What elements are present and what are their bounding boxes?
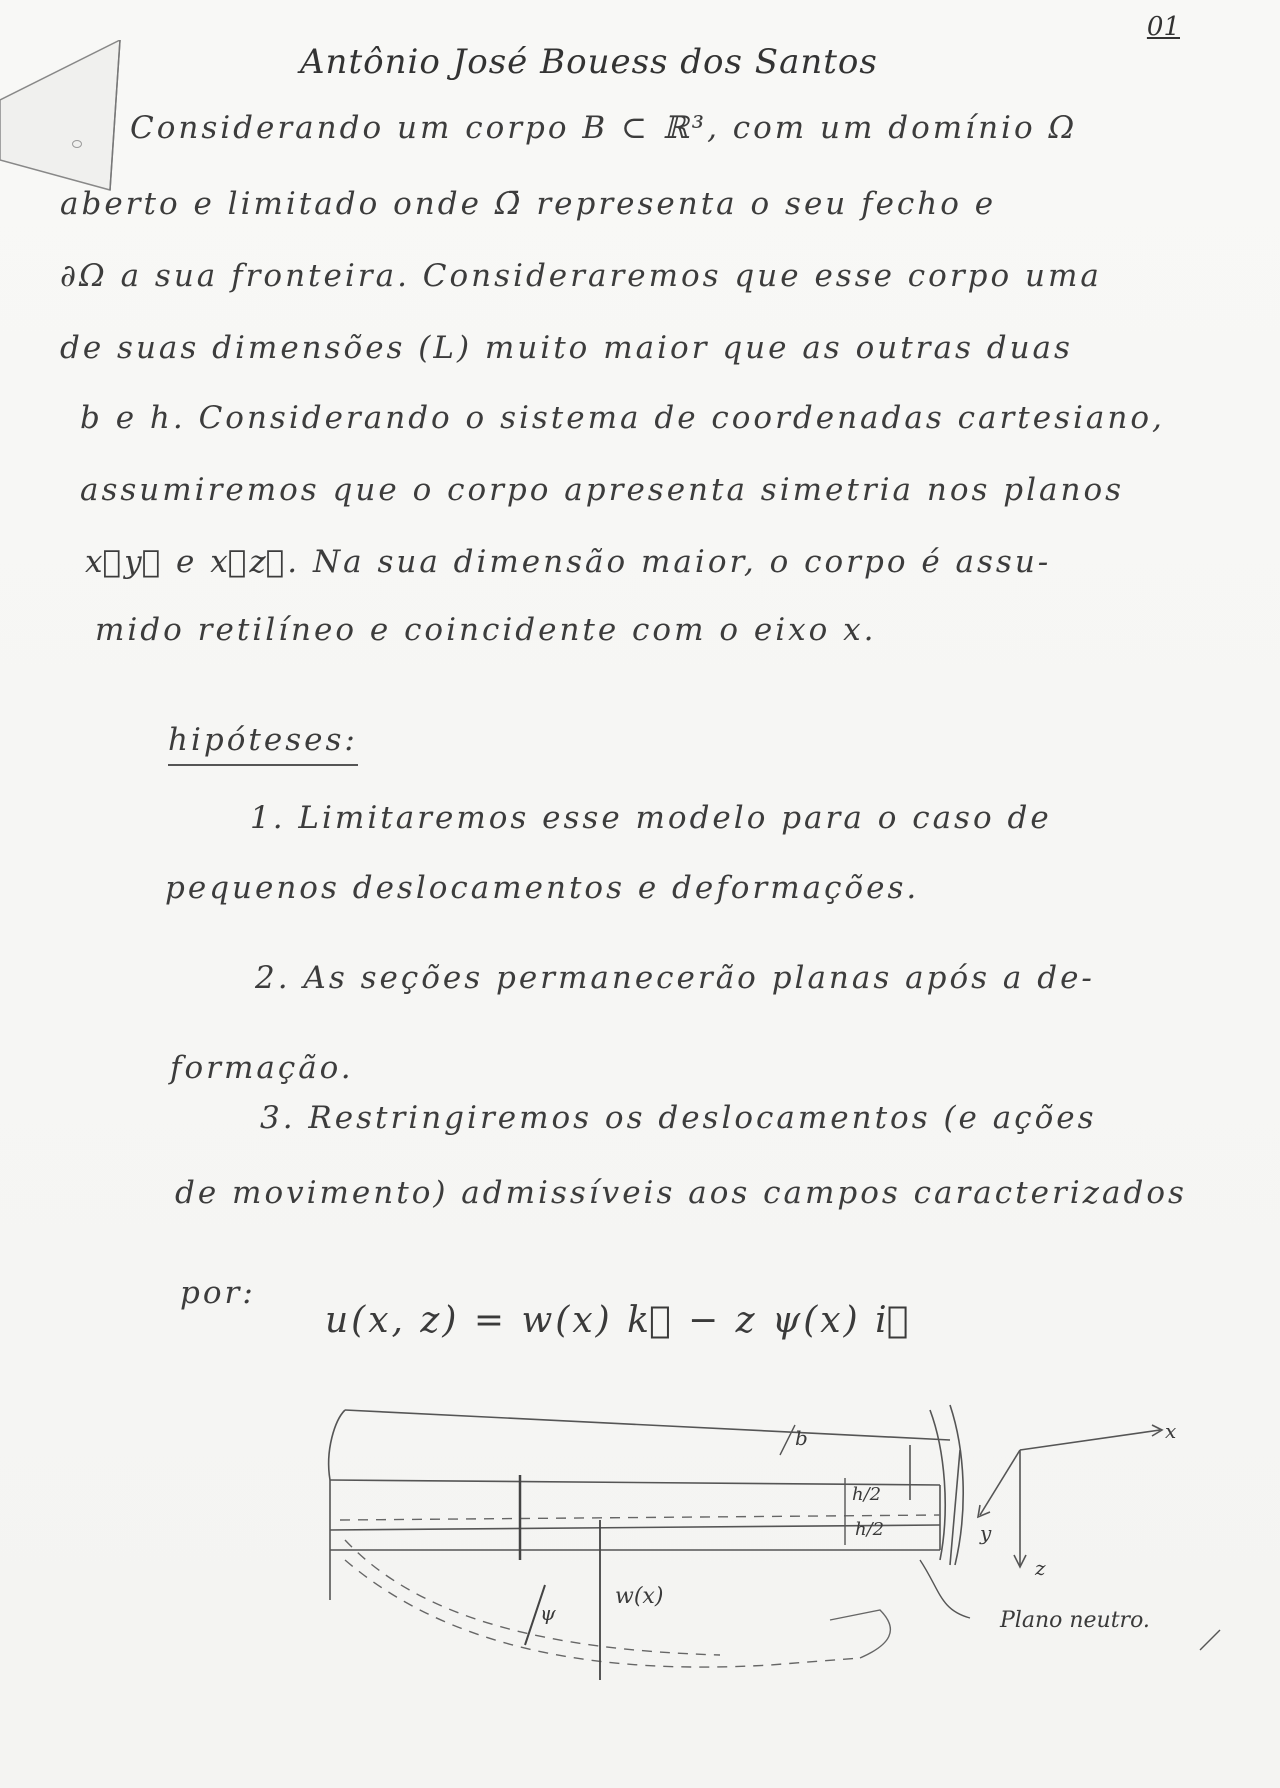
intro-line-5: b e h. Considerando o sistema de coordenadas cartesiano, [80, 400, 1165, 436]
intro-line-7: x⃗y⃗ e x⃗z⃗. Na sua dimensão maior, o corpo é assu- [85, 544, 1052, 580]
intro-line-8: mido retilíneo e coincidente com o eixo x. [95, 612, 877, 648]
intro-line-4: de suas dimensões (L) muito maior que as outras duas [60, 330, 1073, 366]
hypothesis-line-6: de movimento) admissíveis aos campos caracterizados [175, 1175, 1187, 1211]
hypothesis-line-5: 3. Restringiremos os deslocamentos (e ações [260, 1100, 1097, 1136]
hypothesis-line-7: por: [180, 1275, 256, 1311]
y-axis-label: y [980, 1521, 992, 1545]
neutral-plane-label: Plano neutro. [1000, 1608, 1150, 1633]
intro-line-6: assumiremos que o corpo apresenta simetria nos planos [80, 472, 1125, 508]
neutral-plane-pointer [920, 1560, 970, 1618]
author-name: Antônio José Bouess dos Santos [300, 42, 878, 82]
wx-label: w(x) [615, 1584, 664, 1609]
hypothesis-line-1: 1. Limitaremos esse modelo para o caso de [250, 800, 1052, 836]
h-bottom-label: h/2 [855, 1519, 885, 1540]
x-axis-label: x [1165, 1419, 1177, 1443]
z-axis-label: z [1035, 1556, 1046, 1580]
b-marker [780, 1425, 795, 1455]
intro-line-3: ∂Ω a sua fronteira. Consideraremos que esse corpo uma [60, 258, 1102, 294]
hypothesis-line-4: formação. [170, 1050, 354, 1086]
beam-deformation-sketch [300, 1390, 1240, 1690]
hypothesis-line-3: 2. As seções permanecerão planas após a de- [255, 960, 1095, 996]
b-label: b [795, 1426, 808, 1450]
intro-line-1: Considerando um corpo B ⊂ ℝ³, com um domínio Ω [130, 110, 1078, 146]
displacement-formula: u(x, z) = w(x) k⃗ − z ψ(x) i⃗ [325, 1300, 912, 1341]
stray-mark [1200, 1630, 1220, 1650]
psi-label: ψ [540, 1601, 556, 1625]
page-number: 01 [1146, 12, 1180, 42]
h-top-label: h/2 [852, 1484, 882, 1505]
deformed-end [830, 1610, 890, 1658]
hypotheses-heading: hipóteses: [168, 722, 358, 766]
coordinate-axes [978, 1425, 1162, 1567]
folded-corner [0, 40, 140, 210]
punch-hole [72, 140, 82, 148]
hypothesis-line-2: pequenos deslocamentos e deformações. [165, 870, 920, 906]
intro-line-2: aberto e limitado onde Ω̄ representa o seu fecho e [60, 186, 997, 222]
